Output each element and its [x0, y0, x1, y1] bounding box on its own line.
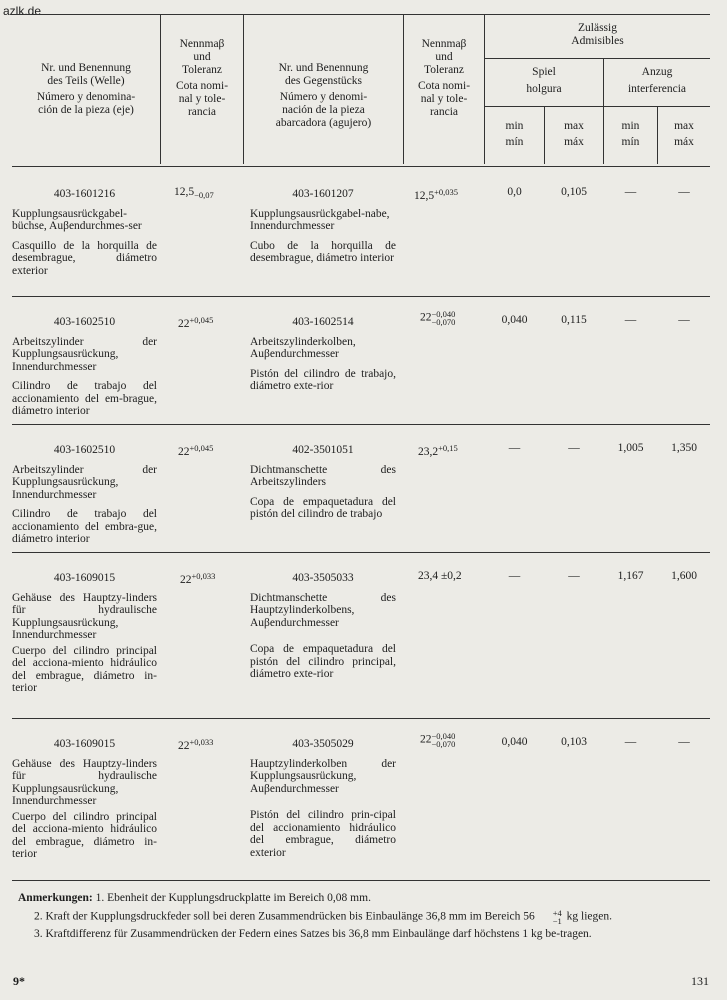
nominal-1: $12,5_{-0,07}$ [174, 186, 214, 200]
nominal-1: $22^{+0,045}$ [178, 443, 214, 458]
anzug-min: 1,167 [617, 570, 644, 582]
nominal-2: 23,4 ±0,2 [418, 570, 462, 582]
header-nominal-2: Nennmaβ und Toleranz Cota nomi- nal y tole- rancia [417, 38, 471, 118]
table-row-part: 403-1609015 Gehäuse des Hauptzy-linders für hydraulische Kupplungsausrückung, Innendurchmesser Cuerpo del cilindro principal del acciona-miento hidráulico del embrague, diámetro in-terior [12, 738, 157, 860]
minmax-rule [484, 106, 710, 107]
spiel-min: 0,0 [507, 186, 522, 198]
footer-signature: 9* [13, 974, 25, 988]
notes [18, 892, 712, 941]
spiel-max: — [568, 570, 580, 582]
nominal-2: $23,2^{+0,15}$ [418, 443, 458, 458]
nominal-2: $12,5^{+0,035}$ [414, 187, 459, 202]
notes-label: Anmerkungen: [18, 892, 93, 904]
nominal-1: $22^{+0,045}$ [178, 315, 214, 330]
table-row-part: 403-1602510 Arbeitszylinder der Kupplungsausrückung, Innendurchmesser Cilindro de trabajo del accionamiento del em-brague, diámetro interior [12, 316, 157, 417]
row-rule [12, 424, 710, 425]
row-rule [12, 552, 710, 553]
header-zulassig: Zulässig Admisibles [571, 22, 624, 47]
nominal-1: $22^{+0,033}$ [180, 571, 216, 586]
table-row-part: 403-1601216 Kupplungsausrückgabel-büchse, Auβendurchmes-ser Casquillo de la horquilla de desembrague, diámetro exterior [12, 188, 157, 277]
anzug-max: — [678, 314, 690, 326]
mating-part: 403-3505029 Hauptzylinderkolben der Kupplungsausrückung, Auβendurchmesser Pistón del cilindro prin-cipal del accionamiento hidráulico del embrague, diámetro exterior [250, 738, 396, 859]
mating-part: 403-1601207 Kupplungsausrückgabel-nabe, Innendurchmesser Cubo de la horquilla de desembrague, diámetro interior [250, 188, 396, 264]
mating-part: 403-3505033 Dichtmanschette des Hauptzylinderkolbens, Auβendurchmesser Copa de empaquetadura del pistón del cilindro principal, diámetro exte-rior [250, 572, 396, 680]
anzug-max: — [678, 736, 690, 748]
anzug-min: — [624, 314, 637, 326]
spiel-min: — [508, 442, 521, 454]
table-row-part: 403-1602510 Arbeitszylinder der Kupplungsausrückung, Innendurchmesser Cilindro de trabajo del accionamiento del embra-gue, diámetro interior [12, 444, 157, 545]
header-anzug-min: min mín [621, 120, 640, 148]
spiel-max: 0,115 [561, 314, 587, 326]
nominal-1: $22^{+0,033}$ [178, 737, 214, 752]
header-nominal-1: Nennmaβ und Toleranz Cota nomi- nal y tole- rancia [175, 38, 229, 118]
header-spiel-min: min mín [505, 120, 524, 148]
header-mating-part: Nr. und Benennung des Gegenstücks Número y denomi- nación de la pieza abarcadora (agujero) [275, 62, 372, 129]
note-2: 2. Kraft der Kupplungsdruckfeder soll bei deren Zusammendrücken bis Einbaulänge 36,8 mm im Bereich 56 +4 −1 kg liegen. [34, 907, 613, 926]
zulassig-rule [484, 58, 710, 59]
spiel-min: 0,040 [501, 314, 528, 326]
anzug-min: 1,005 [617, 442, 644, 454]
header-part: Nr. und Benennung des Teils (Welle) Número y denomina- ción de la pieza (eje) [36, 62, 136, 116]
spiel-min: 0,040 [501, 736, 528, 748]
row-rule [12, 296, 710, 297]
anzug-min: — [624, 736, 637, 748]
mating-part: 402-3501051 Dichtmanschette des Arbeitszylinders Copa de empaquetadura del pistón del cilindro de trabajo [250, 444, 396, 520]
header-anzug-max: max máx [674, 120, 694, 148]
header-bottom-rule [12, 166, 710, 167]
page-number: 131 [691, 974, 709, 988]
spiel-max: 0,105 [561, 186, 587, 198]
header-spiel: Spiel holgura [526, 66, 562, 95]
header-anzug: Anzug interferencia [627, 66, 687, 95]
table-top-rule [12, 14, 710, 15]
mating-part: 403-1602514 Arbeitszylinderkolben, Auβendurchmesser Pistón del cilindro de trabajo, diámetro exte-rior [250, 316, 396, 392]
spiel-max: 0,103 [561, 736, 587, 748]
anzug-max: — [678, 186, 690, 198]
header-spiel-max: max máx [564, 120, 584, 148]
row-rule [12, 718, 710, 719]
table-bottom-rule [12, 880, 710, 881]
anzug-min: — [624, 186, 637, 198]
nominal-2: 22 −0,040 −0,070 [420, 309, 456, 327]
spiel-max: — [568, 442, 580, 454]
anzug-max: 1,350 [671, 442, 697, 454]
anzug-max: 1,600 [671, 570, 697, 582]
nominal-2: 22 −0,040 −0,070 [420, 731, 456, 749]
watermark: azlk.de [3, 4, 42, 18]
note-1: 1. Ebenheit der Kupplungsdruckplatte im Bereich 0,08 mm. [95, 892, 371, 904]
spiel-min: — [508, 570, 521, 582]
note-3: 3. Kraftdifferenz für Zusammendrücken der Federn eines Satzes bis 36,8 mm Einbaulänge darf höchstens 1 kg be-tragen. [34, 927, 592, 940]
table-row-part: 403-1609015 Gehäuse des Hauptzy-linders für hydraulische Kupplungsausrückung, Innendurchmesser Cuerpo del cilindro principal del acciona-miento hidráulico del embrague, diámetro in-terior [12, 572, 157, 694]
